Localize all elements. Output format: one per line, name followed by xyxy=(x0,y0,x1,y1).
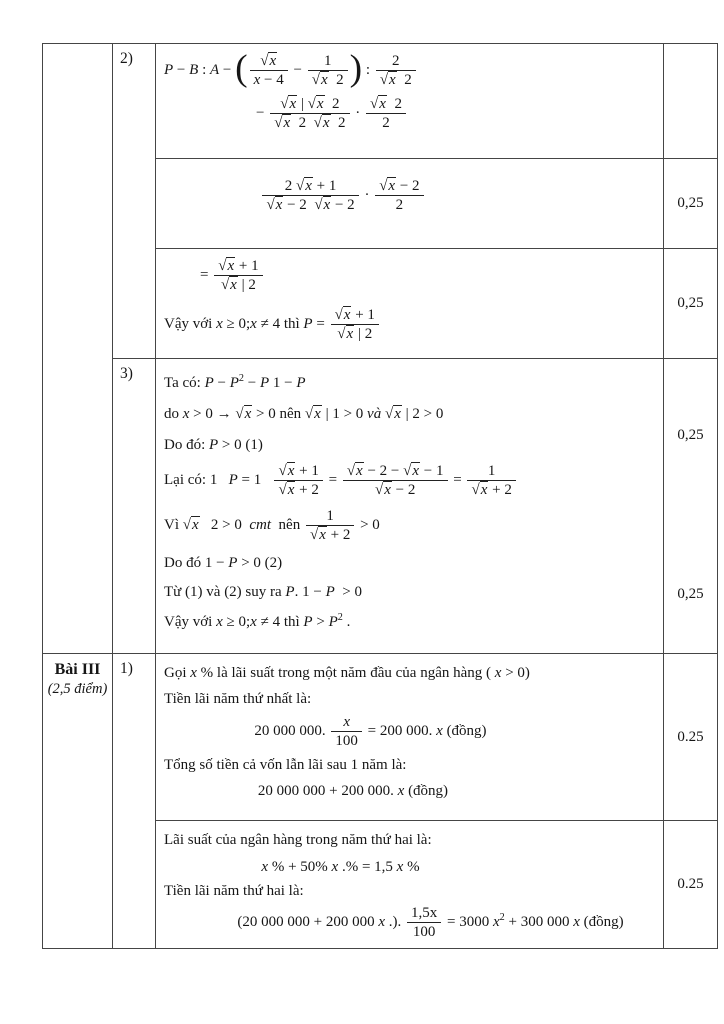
cell-score xyxy=(664,159,718,249)
part-number-label: 1) xyxy=(120,660,133,677)
math-line: − $\frac{√x | √x 2}{√x 2 √x 2}$ · $\frac{√x 2}{2}$ xyxy=(256,95,657,132)
part-number-label: 2) xyxy=(120,50,133,67)
cell-part-number-2 xyxy=(113,44,156,359)
cell-part-number-3 xyxy=(113,359,156,654)
cell-solution-bai3-step2 xyxy=(156,821,664,949)
table-row xyxy=(43,44,718,159)
math-line: Lại có: 1 P = 1 $\frac{√x + 1}{√x + 2}$ = $\frac{√x - 2 - √x - 1}{√x - 2}$ = $\frac{1}{√x + 2}$ xyxy=(164,462,657,499)
cell-score-double xyxy=(664,359,718,654)
cell-section-label-empty xyxy=(43,44,113,654)
table-row xyxy=(43,654,718,821)
score-value: 0.25 xyxy=(677,876,704,892)
math-line: 20 000 000. $\frac{x}{100}$ = 200 000. x (đồng) xyxy=(254,714,487,749)
score-value: 0,25 xyxy=(677,195,704,211)
cell-score xyxy=(664,821,718,949)
math-line: do x > 0 → √x > 0 nên √x | 1 > 0 và √x | 2 > 0 xyxy=(164,405,444,422)
table-row xyxy=(43,359,718,654)
cell-solution-part2-step3 xyxy=(156,249,664,359)
math-line: Tiền lãi năm thứ nhất là: xyxy=(164,690,312,707)
answer-rubric-table xyxy=(42,43,718,949)
math-line: (20 000 000 + 200 000 x .). $\frac{1,5x}{100}$ = 3000 $x^2 + 300$ 000 x (đồng) xyxy=(237,904,624,940)
part-number-label: 3) xyxy=(120,365,133,382)
math-line: Vậy với x ≥ 0;x ≠ 4 thì $P > P^2$ . xyxy=(164,611,351,630)
section-points: (2,5 điểm) xyxy=(47,681,108,697)
cell-section-label-bai3 xyxy=(43,654,113,949)
math-line: = $\frac{√x + 1}{√x | 2}$ xyxy=(200,257,657,294)
math-line: Ta có: $P - P^2 - P$ 1 − P xyxy=(164,373,306,391)
math-line: $\frac{2 √x + 1}{√x - 2 √x - 2}$ · $\frac{√x - 2}{2}$ xyxy=(164,177,657,214)
math-line: Lãi suất của ngân hàng trong năm thứ hai là: xyxy=(164,832,432,848)
score-value: 0,25 xyxy=(677,427,704,443)
cell-solution-part2-step2 xyxy=(156,159,664,249)
cell-score-empty xyxy=(664,44,718,159)
math-line: Do đó 1 − P > 0 (2) xyxy=(164,555,283,572)
math-line: Gọi x % là lãi suất trong một năm đầu của ngân hàng ( x > 0) xyxy=(164,665,530,681)
score-stack xyxy=(664,359,717,603)
section-title: Bài III xyxy=(54,661,101,678)
math-line: 20 000 000 + 200 000. x (đồng) xyxy=(257,782,449,799)
math-line: Tiền lãi năm thứ hai là: xyxy=(164,883,304,900)
cell-solution-part2-step1 xyxy=(156,44,664,159)
cell-score xyxy=(664,249,718,359)
math-line: Vậy với x ≥ 0;x ≠ 4 thì P = $\frac{√x + 1}{√x | 2}$ xyxy=(164,306,657,343)
score-value: 0,25 xyxy=(677,295,704,311)
cell-part-number-1 xyxy=(113,654,156,949)
cell-solution-bai3-step1 xyxy=(156,654,664,821)
math-line: Do đó: P > 0 (1) xyxy=(164,436,263,453)
score-value: 0.25 xyxy=(677,728,704,745)
cell-score xyxy=(664,654,718,821)
math-line: Tổng số tiền cả vốn lẫn lãi sau 1 năm là: xyxy=(164,757,407,773)
math-line: x % + 50% x .% = 1,5 x % xyxy=(261,858,420,875)
math-line: P − B : A − ( $\frac{√x}{x - 4}$ − $\frac{1}{√x 2}$ ) : $\frac{2}{√x 2}$ xyxy=(164,52,657,89)
score-value: 0,25 xyxy=(677,586,704,602)
cell-solution-part3 xyxy=(156,359,664,654)
math-line: Từ (1) và (2) suy ra P. 1 − P > 0 xyxy=(164,584,362,600)
math-line: Vì √x 2 > 0 cmt nên $\frac{1}{√x + 2}$ > 0 xyxy=(164,508,380,544)
